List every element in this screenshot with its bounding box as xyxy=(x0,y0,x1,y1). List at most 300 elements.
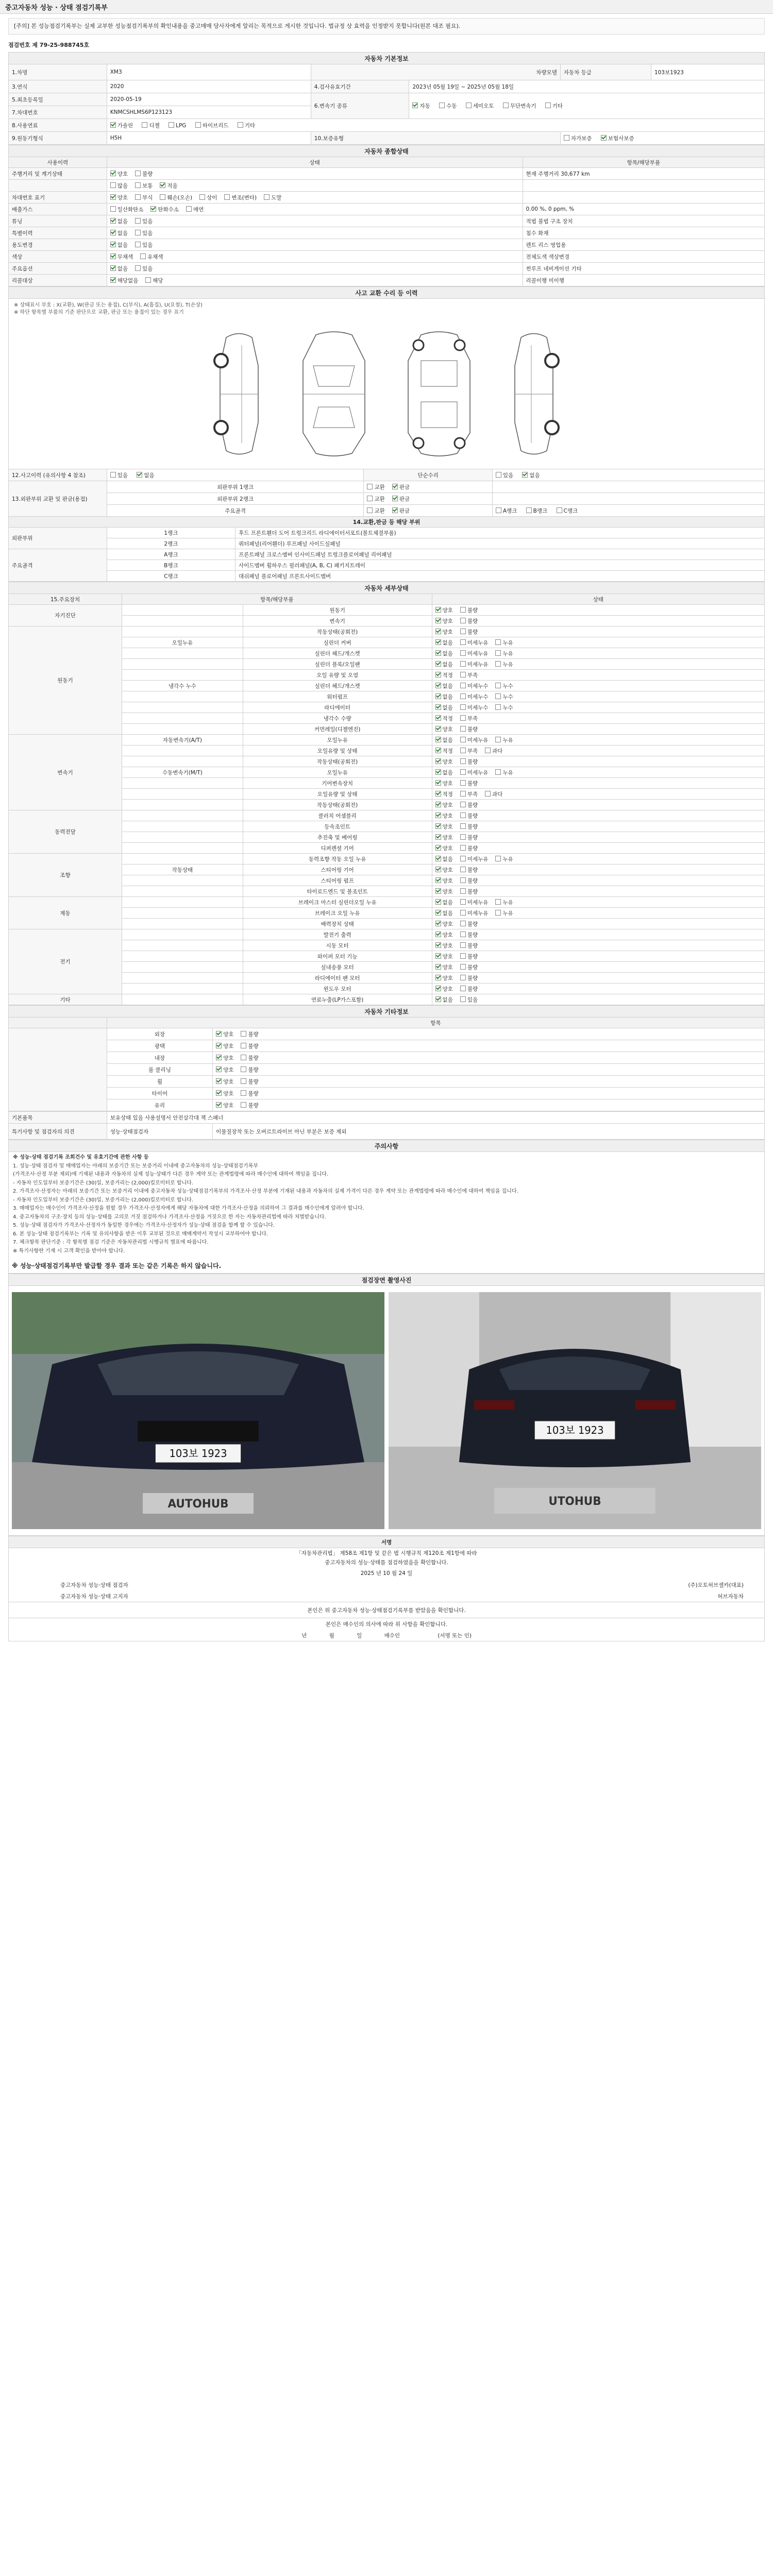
rank1-checkbox-exchange[interactable] xyxy=(367,484,373,489)
detail-state-checkbox[interactable] xyxy=(460,629,466,634)
detail-subgroup xyxy=(122,616,243,626)
rank2-checkbox-exchange[interactable] xyxy=(367,496,373,501)
detail-row xyxy=(9,832,765,843)
general-row xyxy=(9,192,765,204)
detail-status-table xyxy=(8,582,765,1005)
detail-item: 브레이크 오일 누유 xyxy=(243,908,432,919)
detail-state-checkbox[interactable] xyxy=(460,618,466,623)
detail-state-checkbox[interactable] xyxy=(435,877,441,883)
general-status-heading: 자동차 종합상태 xyxy=(9,145,765,157)
detail-state-checkbox[interactable] xyxy=(435,921,441,926)
detail-state-checkbox[interactable] xyxy=(460,639,466,645)
detail-row xyxy=(9,973,765,984)
signature-law-line2: 중고자동차의 성능·상태를 점검하였음을 확인합니다. xyxy=(9,1557,765,1567)
extra-state-checkbox[interactable] xyxy=(216,1090,222,1096)
extra-state-options: 양호 불량 xyxy=(213,1052,765,1064)
detail-state-checkbox[interactable] xyxy=(460,877,466,883)
detail-item: 배력장치 상태 xyxy=(243,919,432,929)
detail-state-checkbox[interactable] xyxy=(435,888,441,894)
detail-subgroup xyxy=(122,605,243,616)
detail-group-label: 자기진단 xyxy=(9,605,122,626)
accident-checkbox-no[interactable] xyxy=(137,472,142,478)
extra-state-options: 양호 불량 xyxy=(213,1099,765,1111)
detail-state-checkbox[interactable] xyxy=(495,899,501,905)
detail-state-checkbox[interactable] xyxy=(435,737,441,742)
detail-state-checkbox[interactable] xyxy=(435,812,441,818)
detail-row xyxy=(9,951,765,962)
detail-row xyxy=(9,789,765,800)
general-checkbox[interactable] xyxy=(110,171,116,176)
general-checkbox[interactable] xyxy=(199,194,205,200)
detail-state-checkbox[interactable] xyxy=(495,683,501,688)
detail-state-checkbox[interactable] xyxy=(460,607,466,613)
detail-state-checkbox[interactable] xyxy=(435,802,441,807)
detail-row xyxy=(9,962,765,973)
simple-repair-checkbox-no[interactable] xyxy=(522,472,528,478)
detail-state-checkbox[interactable] xyxy=(460,986,466,991)
detail-state-checkbox[interactable] xyxy=(460,661,466,667)
detail-state-checkbox[interactable] xyxy=(460,975,466,980)
detail-state-checkbox[interactable] xyxy=(495,704,501,710)
detail-state-checkbox[interactable] xyxy=(495,910,501,916)
general-checkbox[interactable] xyxy=(224,194,230,200)
detail-state-checkbox[interactable] xyxy=(485,791,491,796)
extra-group-label xyxy=(9,1028,107,1111)
photo-table xyxy=(8,1274,765,1536)
detail-state-checkbox[interactable] xyxy=(460,726,466,732)
detail-state-checkbox[interactable] xyxy=(460,791,466,796)
form-body xyxy=(8,52,765,1641)
detail-state-checkbox[interactable] xyxy=(435,910,441,916)
detail-item: 스티어링 펌프 xyxy=(243,875,432,886)
warranty-checkbox-self[interactable] xyxy=(564,135,569,141)
fuel-checkbox-gasoline[interactable] xyxy=(110,122,116,128)
detail-item: 동력조향 작동 오일 누유 xyxy=(243,854,432,865)
general-checkbox[interactable] xyxy=(140,253,146,259)
inspector-label: 중고자동차 성능·상태 점검자 xyxy=(9,1579,387,1590)
general-checkbox[interactable] xyxy=(150,206,156,212)
detail-state-checkbox[interactable] xyxy=(435,629,441,634)
detail-state-checkbox[interactable] xyxy=(485,748,491,753)
general-row-options: 없음 있음 xyxy=(107,263,523,275)
detail-state-options: 양호 불량 xyxy=(432,843,764,854)
general-checkbox[interactable] xyxy=(160,194,165,200)
vin-value: KNMCSHLMS6P123123 xyxy=(107,106,311,119)
detail-state-checkbox[interactable] xyxy=(460,931,466,937)
detail-row xyxy=(9,626,765,637)
inspector-value: (주)오토허브셀카(대표) xyxy=(386,1579,765,1590)
simple-repair-checkbox-yes[interactable] xyxy=(496,472,501,478)
detail-state-checkbox[interactable] xyxy=(460,812,466,818)
detail-row xyxy=(9,713,765,724)
transmission-checkbox-manual[interactable] xyxy=(439,103,445,108)
detail-state-checkbox[interactable] xyxy=(495,693,501,699)
detail-state-checkbox[interactable] xyxy=(435,693,441,699)
detail-state-checkbox[interactable] xyxy=(435,748,441,753)
transmission-checkbox-cvt[interactable] xyxy=(503,103,509,108)
detail-state-checkbox[interactable] xyxy=(435,618,441,623)
detail-state-checkbox[interactable] xyxy=(495,856,501,861)
detail-state-checkbox[interactable] xyxy=(495,639,501,645)
detail-state-checkbox[interactable] xyxy=(495,661,501,667)
transmission-checkbox-etc[interactable] xyxy=(545,103,551,108)
general-checkbox[interactable] xyxy=(110,182,116,188)
damage-heading: 사고 교환 수리 등 이력 xyxy=(9,287,765,299)
extra-state-options: 양호 불량 xyxy=(213,1040,765,1052)
detail-item: 클러치 어셈블리 xyxy=(243,810,432,821)
frame-checkbox-weld[interactable] xyxy=(392,507,398,513)
general-row-extra: 침수 화재 xyxy=(523,227,764,239)
extra-state-checkbox[interactable] xyxy=(216,1102,222,1108)
detail-state-checkbox[interactable] xyxy=(435,942,441,948)
general-checkbox[interactable] xyxy=(110,277,116,283)
general-checkbox[interactable] xyxy=(160,182,165,188)
detail-state-checkbox[interactable] xyxy=(435,639,441,645)
fuel-checkbox-hybrid[interactable] xyxy=(195,122,201,128)
detail-state-options: 적정 부족 과다 xyxy=(432,745,764,756)
detail-state-checkbox[interactable] xyxy=(495,769,501,775)
detail-state-checkbox[interactable] xyxy=(460,942,466,948)
general-row-options: 일산화탄소 탄화수소 매연 xyxy=(107,204,523,215)
general-checkbox[interactable] xyxy=(135,194,141,200)
detail-row xyxy=(9,886,765,897)
extra-state-checkbox[interactable] xyxy=(216,1055,222,1060)
detail-group-label: 제동 xyxy=(9,897,122,929)
extra-state-checkbox[interactable] xyxy=(241,1066,246,1072)
general-row-label xyxy=(9,180,107,192)
frame-rank-b-checkbox[interactable] xyxy=(526,507,532,513)
detail-row xyxy=(9,735,765,745)
detail-item: 기어변속장치 xyxy=(243,778,432,789)
detail-state-checkbox[interactable] xyxy=(435,953,441,959)
general-checkbox[interactable] xyxy=(135,242,141,247)
signature-table xyxy=(8,1536,765,1641)
fuel-checkbox-diesel[interactable] xyxy=(142,122,147,128)
front-photo xyxy=(12,1292,384,1529)
car-right-side-diagram xyxy=(506,330,562,459)
general-checkbox[interactable] xyxy=(135,171,141,176)
detail-state-checkbox[interactable] xyxy=(460,856,466,861)
general-col-1: 상태 xyxy=(107,157,523,168)
general-checkbox[interactable] xyxy=(110,242,116,247)
detail-state-checkbox[interactable] xyxy=(435,672,441,677)
general-row-label: 용도변경 xyxy=(9,239,107,251)
general-checkbox[interactable] xyxy=(110,265,116,271)
rear-photo xyxy=(389,1292,761,1529)
detail-subgroup xyxy=(122,843,243,854)
rear-car-image xyxy=(389,1292,761,1529)
detail-row xyxy=(9,648,765,659)
general-checkbox[interactable] xyxy=(110,230,116,235)
detail-state-checkbox[interactable] xyxy=(460,899,466,905)
detail-state-checkbox[interactable] xyxy=(435,996,441,1002)
detail-row xyxy=(9,843,765,854)
outer-rank2-options: 교환 판금 xyxy=(364,493,492,505)
page-title: 중고자동차 성능 · 상태 점검기록부 xyxy=(0,0,773,14)
general-checkbox[interactable] xyxy=(135,265,141,271)
detail-state-checkbox[interactable] xyxy=(435,931,441,937)
extra-row xyxy=(9,1064,765,1076)
detail-subgroup xyxy=(122,832,243,843)
transmission-checkbox-auto[interactable] xyxy=(412,103,418,108)
detail-item: 실린더 커버 xyxy=(243,637,432,648)
detail-state-checkbox[interactable] xyxy=(435,867,441,872)
detail-item: 오일 유량 및 오염 xyxy=(243,670,432,681)
detail-state-checkbox[interactable] xyxy=(460,769,466,775)
extra-state-options: 양호 불량 xyxy=(213,1088,765,1099)
detail-item: 발전기 출력 xyxy=(243,929,432,940)
detail-state-checkbox[interactable] xyxy=(435,715,441,721)
general-row-options: 해당없음 해당 xyxy=(107,275,523,286)
notifier-label: 중고자동차 성능·상태 고지자 xyxy=(9,1590,387,1602)
detail-row xyxy=(9,897,765,908)
tools-label: 기본품목 xyxy=(9,1112,107,1124)
damage-table xyxy=(8,286,765,582)
detail-row xyxy=(9,637,765,648)
fuel-options: 가솔린 디젤 LPG 하이브리드 기타 xyxy=(107,119,764,132)
first-reg-value: 2020-05-19 xyxy=(107,93,311,106)
detail-state-checkbox[interactable] xyxy=(435,661,441,667)
detail-subgroup xyxy=(122,984,243,994)
detail-subgroup xyxy=(122,745,243,756)
detail-item: 브레이크 마스터 실린더오일 누유 xyxy=(243,897,432,908)
general-checkbox[interactable] xyxy=(110,194,116,200)
detail-item: 냉각수 수량 xyxy=(243,713,432,724)
general-checkbox[interactable] xyxy=(145,277,151,283)
detail-state-checkbox[interactable] xyxy=(435,834,441,840)
detail-state-checkbox[interactable] xyxy=(460,802,466,807)
general-col-0: 사용이력 xyxy=(9,157,107,168)
detail-row xyxy=(9,745,765,756)
detail-item: 스티어링 기어 xyxy=(243,865,432,875)
buyer-sign-label[interactable]: (서명 또는 인) xyxy=(438,1632,472,1639)
extra-state-checkbox[interactable] xyxy=(241,1055,246,1060)
detail-subgroup xyxy=(122,908,243,919)
detail-state-checkbox[interactable] xyxy=(460,715,466,721)
extra-state-checkbox[interactable] xyxy=(241,1078,246,1084)
detail-state-options: 없음 미세누유 누유 xyxy=(432,637,764,648)
caution-line: ※ 특기사항란 기재 시 고객 확인을 받아야 합니다. xyxy=(13,1248,125,1254)
detail-row xyxy=(9,670,765,681)
fuel-checkbox-lpg[interactable] xyxy=(169,122,174,128)
detail-subgroup: 자동변속기(A/T) xyxy=(122,735,243,745)
general-row-options: 양호 부식 훼손(오손) 상이 변조(변타) 도말 xyxy=(107,192,523,204)
detail-state-options: 양호 불량 xyxy=(432,616,764,626)
extra-row xyxy=(9,1099,765,1111)
detail-item: 오일누유 xyxy=(243,767,432,778)
detail-state-checkbox[interactable] xyxy=(460,693,466,699)
receive-confirm-line: 본인은 위 중고자동차 성능·상태점검기록부를 받았음을 확인합니다. xyxy=(9,1602,765,1618)
detail-state-checkbox[interactable] xyxy=(460,845,466,851)
detail-state-options: 양호 불량 xyxy=(432,626,764,637)
warranty-checkbox-insurance[interactable] xyxy=(601,135,607,141)
detail-row xyxy=(9,659,765,670)
general-row xyxy=(9,204,765,215)
detail-subgroup xyxy=(122,875,243,886)
basic-info-table xyxy=(8,52,765,145)
engine-label: 9.원동기형식 xyxy=(9,132,107,145)
first-reg-label: 5.최초등록일 xyxy=(9,93,107,106)
detail-state-checkbox[interactable] xyxy=(435,683,441,688)
general-checkbox[interactable] xyxy=(110,206,116,212)
detail-item: 원동기 xyxy=(243,605,432,616)
detail-items-b: 사이드멤버 휠하우스 필러패널(A, B, C) 패키지트레이 xyxy=(236,560,765,571)
detail-item: 추진축 및 베어링 xyxy=(243,832,432,843)
detail-state-checkbox[interactable] xyxy=(460,748,466,753)
detail-subgroup xyxy=(122,897,243,908)
detail-state-checkbox[interactable] xyxy=(460,953,466,959)
detail-state-checkbox[interactable] xyxy=(460,964,466,970)
extra-state-checkbox[interactable] xyxy=(241,1090,246,1096)
detail-item: 연료누출(LP가스포함) xyxy=(243,994,432,1005)
detail-subgroup xyxy=(122,691,243,702)
photo-heading: 점검장면 촬영사진 xyxy=(9,1274,765,1286)
frame-checkbox-exchange[interactable] xyxy=(367,507,373,513)
extra-state-checkbox[interactable] xyxy=(216,1031,222,1037)
document-number: 점검번호 제 79-25-988745호 xyxy=(8,42,90,48)
car-left-side-diagram xyxy=(211,330,267,459)
extra-row xyxy=(9,1028,765,1040)
detail-col-state: 상태 xyxy=(432,594,764,605)
detail-state-options: 적정 부족 xyxy=(432,713,764,724)
detail-state-checkbox[interactable] xyxy=(460,758,466,764)
detail-item: 작동상태(공회전) xyxy=(243,800,432,810)
fuel-checkbox-etc[interactable] xyxy=(238,122,243,128)
detail-state-checkbox[interactable] xyxy=(435,704,441,710)
sign-day-label: 일 xyxy=(357,1632,362,1639)
detail-state-checkbox[interactable] xyxy=(435,791,441,796)
transmission-label: 6.변속기 종류 xyxy=(311,93,409,119)
general-col-2: 항목/해당부품 xyxy=(523,157,764,168)
detail-state-checkbox[interactable] xyxy=(435,986,441,991)
extra-state-checkbox[interactable] xyxy=(241,1031,246,1037)
detail-item: 와이퍼 모터 기능 xyxy=(243,951,432,962)
accident-checkbox-yes[interactable] xyxy=(110,472,116,478)
detail-group-label: 전기 xyxy=(9,929,122,994)
general-row-label: 주요옵션 xyxy=(9,263,107,275)
detail-state-checkbox[interactable] xyxy=(460,834,466,840)
general-row xyxy=(9,275,765,286)
detail-subgroup xyxy=(122,789,243,800)
detail-state-options: 양호 불량 xyxy=(432,778,764,789)
detail-item: 작동상태(공회전) xyxy=(243,626,432,637)
detail-state-checkbox[interactable] xyxy=(435,899,441,905)
detail-state-checkbox[interactable] xyxy=(435,975,441,980)
detail-state-checkbox[interactable] xyxy=(460,683,466,688)
general-status-table xyxy=(8,145,765,286)
detail-state-checkbox[interactable] xyxy=(460,672,466,677)
detail-subgroup xyxy=(122,821,243,832)
extra-state-checkbox[interactable] xyxy=(241,1043,246,1048)
engine-value: H5H xyxy=(107,132,311,145)
detail-item: 변속기 xyxy=(243,616,432,626)
rank1-checkbox-weld[interactable] xyxy=(392,484,398,489)
detail-state-options: 양호 불량 xyxy=(432,605,764,616)
detail-state-checkbox[interactable] xyxy=(460,737,466,742)
detail-subgroup: 수동변속기(M/T) xyxy=(122,767,243,778)
detail-state-checkbox[interactable] xyxy=(435,964,441,970)
detail-state-checkbox[interactable] xyxy=(435,856,441,861)
detail-state-checkbox[interactable] xyxy=(460,704,466,710)
detail-row xyxy=(9,800,765,810)
general-checkbox[interactable] xyxy=(186,206,192,212)
outer-rank2-label: 외판부위 2랭크 xyxy=(107,493,364,505)
detail-state-checkbox[interactable] xyxy=(435,823,441,829)
detail-subgroup xyxy=(122,886,243,897)
detail-state-checkbox[interactable] xyxy=(460,888,466,894)
detail-state-checkbox[interactable] xyxy=(460,921,466,926)
extra-state-checkbox[interactable] xyxy=(216,1066,222,1072)
detail-state-options: 양호 불량 xyxy=(432,875,764,886)
extra-row xyxy=(9,1040,765,1052)
frame-rank-c-checkbox[interactable] xyxy=(557,507,562,513)
detail-state-checkbox[interactable] xyxy=(495,650,501,656)
detail-state-checkbox[interactable] xyxy=(435,769,441,775)
detail-state-checkbox[interactable] xyxy=(460,867,466,872)
rank2-checkbox-weld[interactable] xyxy=(392,496,398,501)
detail-state-checkbox[interactable] xyxy=(460,780,466,786)
detail-row xyxy=(9,875,765,886)
caution-line: 7. 체크항목 판단기준 : 각 항목별 점검 기준은 자동차관리법 시행규칙 별표에 따릅니다. xyxy=(13,1240,209,1245)
general-checkbox[interactable] xyxy=(135,182,141,188)
detail-item: 타이로드엔드 및 볼조인트 xyxy=(243,886,432,897)
general-checkbox[interactable] xyxy=(110,253,116,259)
detail-state-checkbox[interactable] xyxy=(435,726,441,732)
detail-item: 작동상태(공회전) xyxy=(243,756,432,767)
detail-state-checkbox[interactable] xyxy=(460,910,466,916)
detail-items-c: 대쉬패널 플로어패널 프론트사이드멤버 xyxy=(236,571,765,582)
general-row-extra: 0.00 %, 0 ppm, % xyxy=(523,204,764,215)
caution-line: 6. 본 성능·상태 점검기록부는 기록 및 유의사항을 받은 이후 교부된 것으로 매매계약서 작성시 교부하여야 합니다. xyxy=(13,1231,268,1237)
detail-status-heading: 자동차 세부상태 xyxy=(9,582,765,594)
general-checkbox[interactable] xyxy=(110,218,116,224)
transmission-checkbox-semi[interactable] xyxy=(466,103,472,108)
extra-state-checkbox[interactable] xyxy=(216,1078,222,1084)
detail-state-checkbox[interactable] xyxy=(435,780,441,786)
detail-subgroup xyxy=(122,951,243,962)
detail-state-checkbox[interactable] xyxy=(460,996,466,1002)
detail-state-checkbox[interactable] xyxy=(435,758,441,764)
detail-state-checkbox[interactable] xyxy=(435,650,441,656)
main-frame-label: 주요골격 xyxy=(107,505,364,517)
simple-repair-options: 있음 없음 xyxy=(492,469,764,481)
general-row-extra: 리콜이행 미이행 xyxy=(523,275,764,286)
frame-rank-a-checkbox[interactable] xyxy=(496,507,501,513)
fuel-label: 8.사용연료 xyxy=(9,119,107,132)
detail-subgroup xyxy=(122,659,243,670)
detail-state-checkbox[interactable] xyxy=(495,737,501,742)
detail-state-options: 양호 불량 xyxy=(432,940,764,951)
detail-state-checkbox[interactable] xyxy=(435,845,441,851)
detail-state-checkbox[interactable] xyxy=(460,650,466,656)
general-checkbox[interactable] xyxy=(264,194,270,200)
detail-state-checkbox[interactable] xyxy=(460,823,466,829)
detail-item: 실린더 헤드/개스켓 xyxy=(243,681,432,691)
detail-subgroup xyxy=(122,940,243,951)
car-top-front-diagram xyxy=(295,330,373,459)
general-row-label: 차대번호 표기 xyxy=(9,192,107,204)
detail-item: 윈도우 모터 xyxy=(243,984,432,994)
detail-state-checkbox[interactable] xyxy=(435,607,441,613)
detail-row xyxy=(9,994,765,1005)
extra-state-checkbox[interactable] xyxy=(216,1043,222,1048)
extra-state-checkbox[interactable] xyxy=(241,1102,246,1108)
rear-plate-text: 103보 1923 xyxy=(546,1424,604,1437)
general-checkbox[interactable] xyxy=(135,230,141,235)
general-checkbox[interactable] xyxy=(135,218,141,224)
outer-rank1-label: 외판부위 1랭크 xyxy=(107,481,364,493)
frame-rank-options: A랭크 B랭크 C랭크 xyxy=(492,505,764,517)
